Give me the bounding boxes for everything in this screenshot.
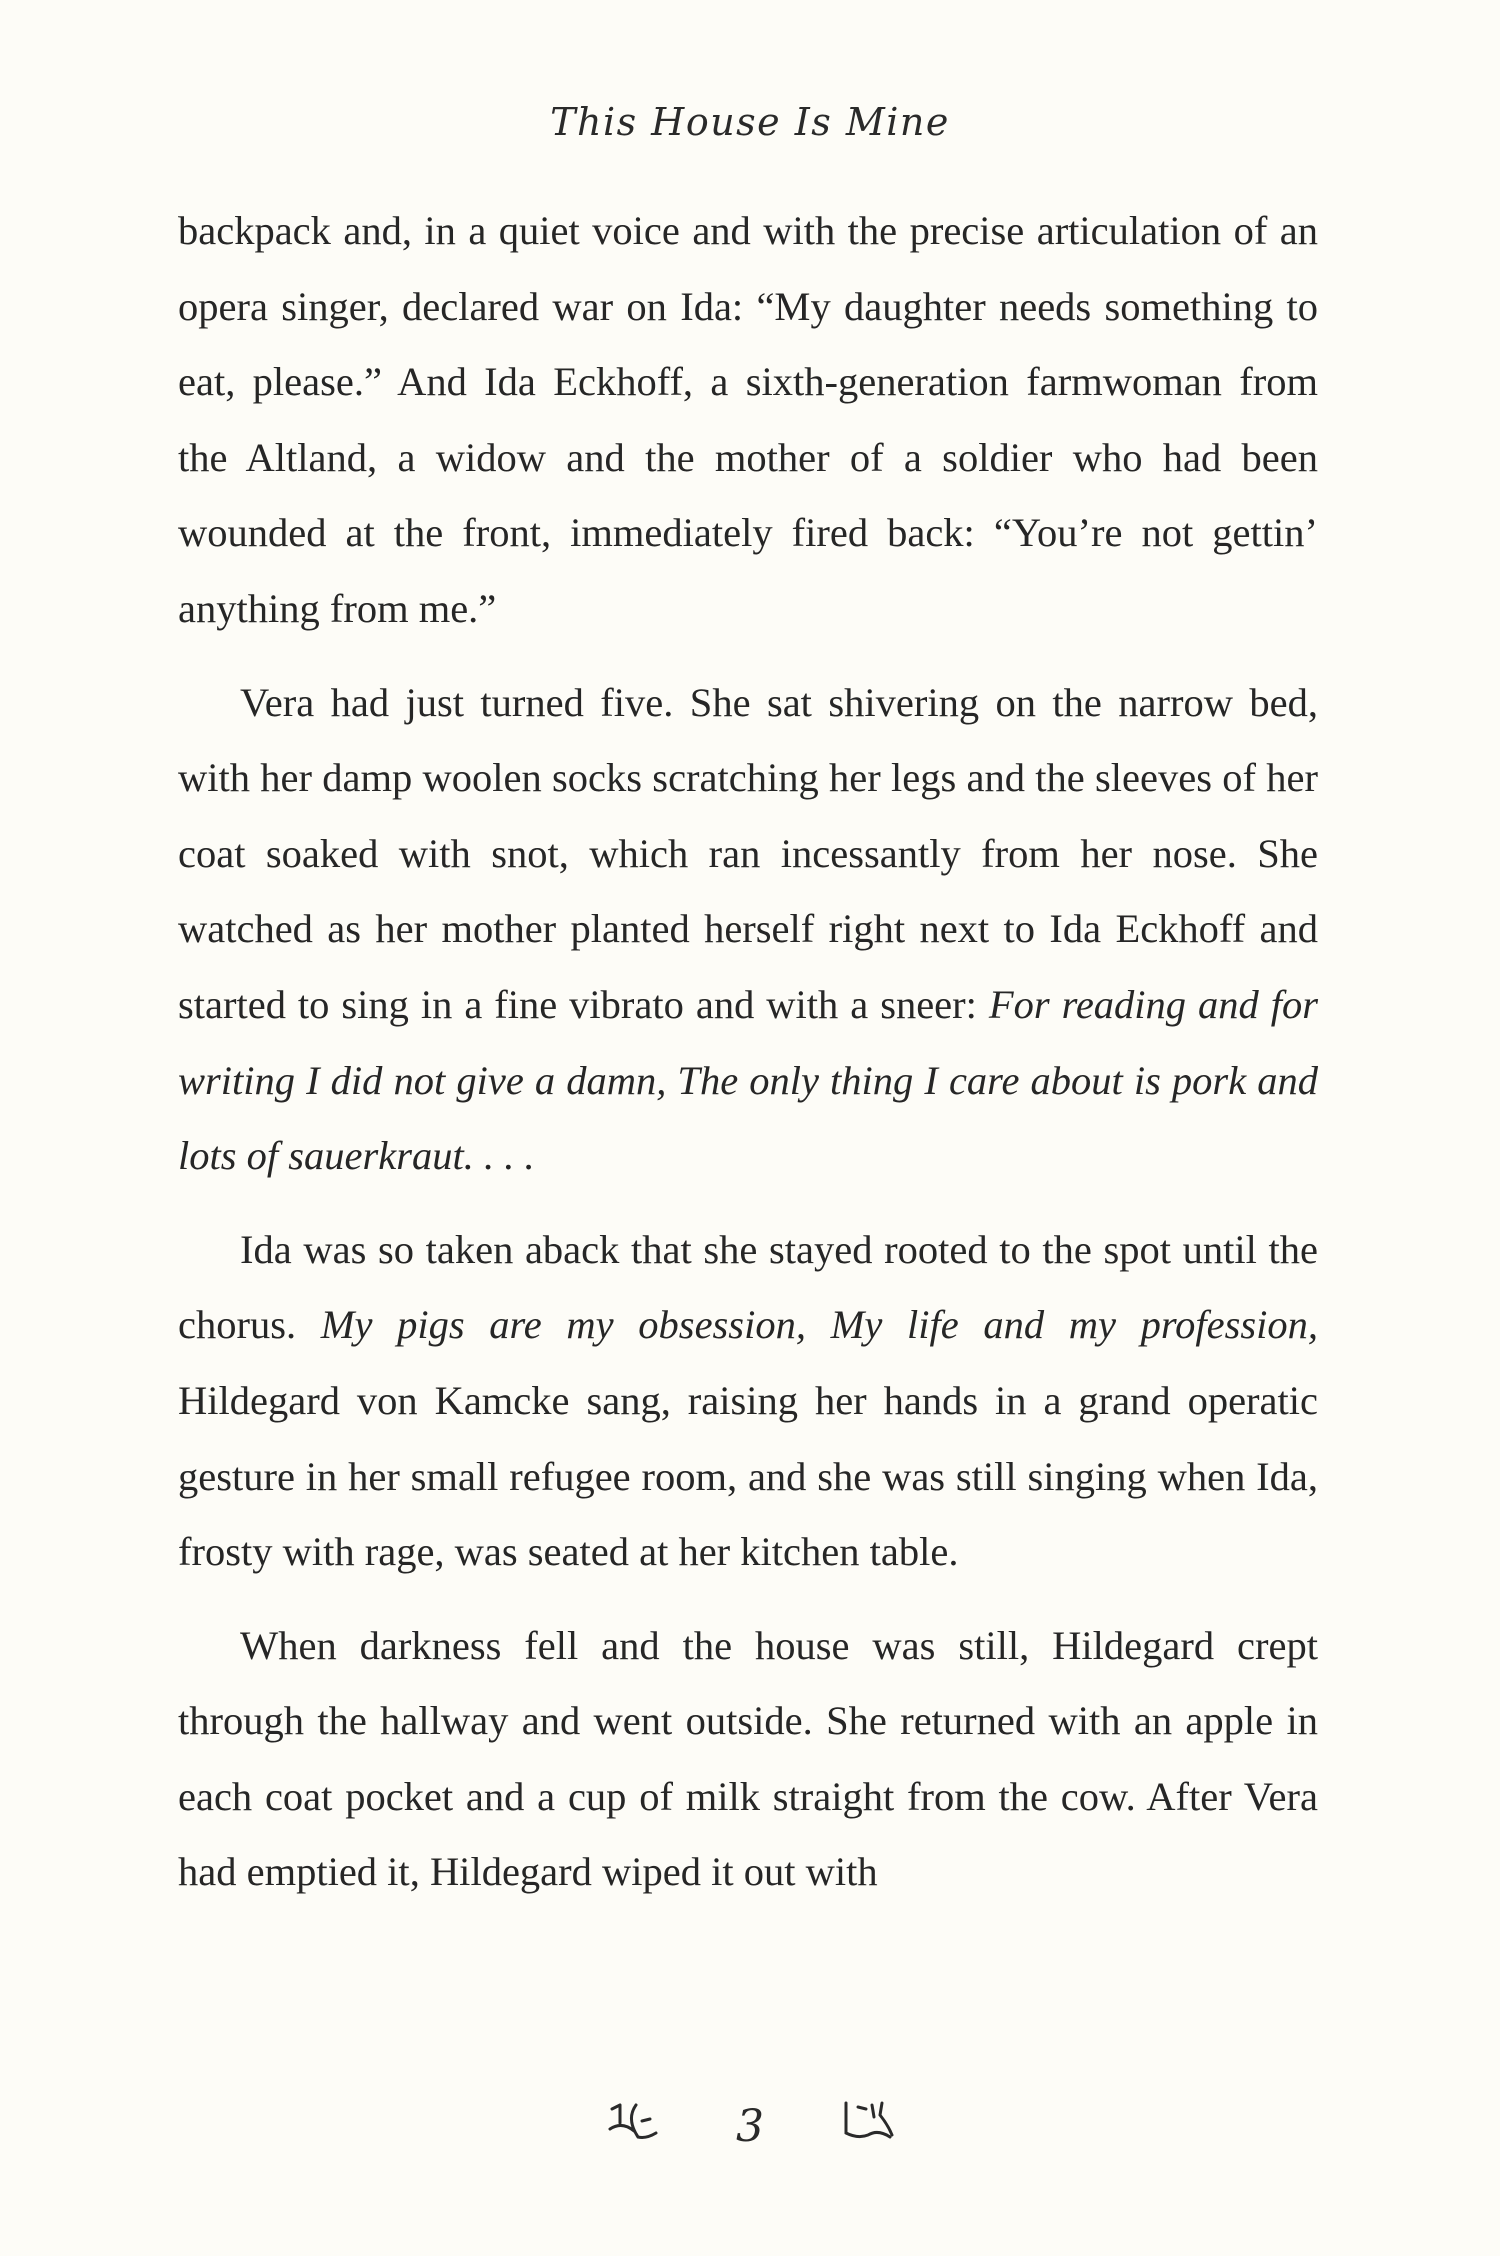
paragraph-1	[178, 193, 1318, 647]
ornament-left-icon	[606, 2099, 662, 2154]
paragraph-3-text-start: Ida was so taken aback that she stayed rooted to the spot until the chorus.	[178, 1226, 1318, 1348]
body-text	[178, 193, 1318, 1910]
paragraph-4-text: When darkness fell and the house was still, Hildegard crept through the hallway and went outside. She returned with an apple in each coat pocket and a cup of milk straight from the cow. After Vera had emptied it, Hildegard wiped it out with	[178, 1622, 1318, 1895]
paragraph-2-text: Vera had just turned five. She sat shivering on the narrow bed, with her damp woolen socks scratching her legs and the sleeves of her coat soaked with snot, which ran incessantly from her nose. She watched as her mother planted herself right next to Ida Eckhoff and started to sing in a fine vibrato and with a sneer:	[178, 679, 1318, 1027]
page-number: 3	[736, 2101, 764, 2152]
paragraph-3-text-end: Hildegard von Kamcke sang, raising her hands in a grand operatic gesture in her small refugee room, and she was still singing when Ida, frosty with rage, was seated at her kitchen table.	[178, 1377, 1318, 1575]
paragraph-2-song-lyric: For reading and for writing I did not give a damn, The only thing I care about is pork and lots of sauerkraut. . . .	[178, 981, 1318, 1179]
ornament-right-icon	[838, 2099, 894, 2154]
paragraph-4	[178, 1608, 1318, 1910]
paragraph-1-text: backpack and, in a quiet voice and with the precise articulation of an opera singer, declared war on Ida: “My daughter needs something to eat, please.” And Ida Eckhoff, a sixth-generation farmwoman from the Altland, a widow and the mother of a soldier who had been wounded at the front, immediately fired back: “You’re not gettin’ anything from me.”	[178, 208, 1318, 631]
paragraph-3-song-chorus: My pigs are my obsession, My life and my profession,	[320, 1302, 1319, 1348]
paragraph-2	[178, 665, 1318, 1194]
page-footer	[0, 2098, 1500, 2154]
running-head-title: This House Is Mine	[550, 100, 950, 144]
paragraph-3	[178, 1212, 1318, 1590]
